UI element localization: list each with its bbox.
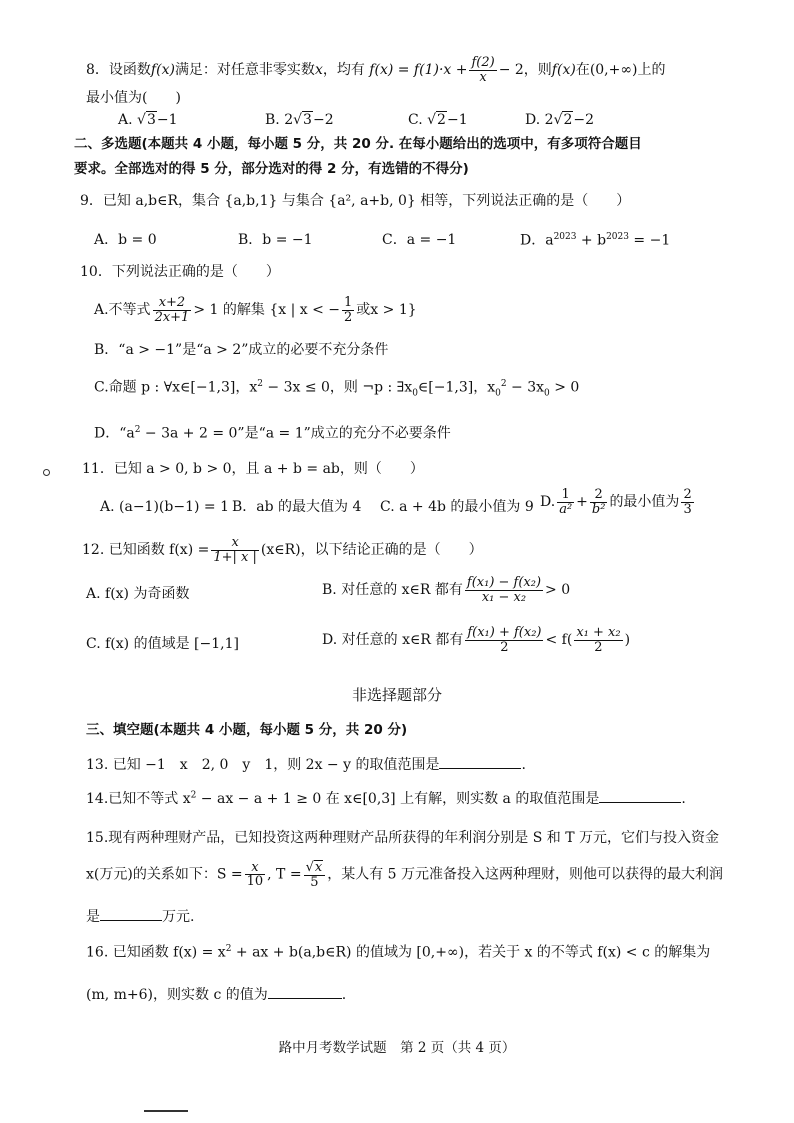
q10-option-b: B．“a > −1”是“a > 2”成立的必要不充分条件 <box>94 342 389 358</box>
scan-mark-circle <box>43 469 50 476</box>
q16-line1: 16. 已知函数 $f(x) = x^2$ + ax + b(a,b∈R) 的值域为 [0,+∞)，若关于 x 的不等式 f(x) < c 的解集为 <box>86 944 711 961</box>
q10-option-d: D．“$a^2 - 3a + 2 = 0$”是“a = 1”成立的充分不必要条件 <box>94 425 451 442</box>
q8-line1: 8．设函数f(x)满足：对任意非零实数x，均有 f(x) = f(1)·x + $\frac{f(2)}{x}$ − 2，则f(x)在(0,+∞)上的 <box>86 55 666 85</box>
q8-option-d: D. 2√2−2 <box>525 112 595 128</box>
q9-stem: 9．已知 a,b∈R，集合 {a,b,1} 与集合 {a², a+b, 0} 相等，下列说法正确的是（ ） <box>80 193 631 209</box>
q16-line2: (m, m+6)，则实数 c 的值为 . <box>86 987 347 1003</box>
q10-option-a: A.不等式 $\frac{x+2}{2x+1}$ > 1 的解集 {x | x < − $\frac{1}{2}$ 或x > 1} <box>94 295 417 325</box>
page-footer: 路中月考数学试题 第 2 页（共 4 页） <box>278 1040 516 1056</box>
q14-answer-blank[interactable] <box>599 790 681 803</box>
q8-line2: 最小值为( ) <box>86 90 181 106</box>
q16-answer-blank[interactable] <box>268 986 342 999</box>
q12-option-b: B. 对任意的 x∈R 都有 $\frac{\text{f(x₁) − f(x₂)}}{\text{x₁ − x₂}}$ > 0 <box>322 575 571 605</box>
q15-answer-blank[interactable] <box>100 908 162 921</box>
q11-option-d: D. $\frac{1}{\text{a²}}$ + $\frac{2}{\text{b²}}$ 的最小值为 $\frac{2}{3}$ <box>540 487 692 517</box>
q12-option-d: D. 对任意的 x∈R 都有 $\frac{\text{f(x₁) + f(x₂)}}{2}$ < f( $\frac{\text{x₁ + x₂}}{2}$ ) <box>322 625 631 655</box>
q8-option-c: C. √2−1 <box>408 112 468 128</box>
q15-line2: x(万元)的关系如下：S = $\frac{x}{10}$ , T = $\frac{√x}{5}$ ，某人有 5 万元准备投入这两种理财，则他可以获得的最大利润 <box>86 859 724 890</box>
scan-mark-line <box>144 1110 188 1112</box>
section2-heading-line1: 二、多选题(本题共 4 小题，每小题 5 分，共 20 分. 在每小题给出的选项中，有多项符合题目 <box>74 136 642 152</box>
part-title: 非选择题部分 <box>351 686 442 704</box>
section3-heading: 三、填空题(本题共 4 小题，每小题 5 分，共 20 分) <box>86 722 408 738</box>
q11-stem: 11．已知 a > 0, b > 0，且 a + b = ab，则（ ） <box>82 461 424 477</box>
q9-option-d: D．$a^{2023} + b^{2023} = -1$ <box>520 232 671 249</box>
q10-option-c: C.命题 p : ∀x∈[−1,3]，$x^2 - 3x \le 0$，则 ¬p : $\exists x_0\in[-1,3]$，$x_0^2 - 3x_0 > 0$ <box>94 379 580 399</box>
q12-option-c: C. f(x) 的值域是 [−1,1] <box>86 636 239 652</box>
q9-option-a: A．b = 0 <box>94 232 157 248</box>
q12-option-a: A. f(x) 为奇函数 <box>86 586 190 602</box>
q11-option-b: B．ab 的最大值为 4 <box>232 499 362 515</box>
q9-option-c: C．a = −1 <box>382 232 457 248</box>
q13: 13. 已知 −1 x 2, 0 y 1，则 2x − y 的取值范围是 . <box>86 757 526 773</box>
q11-option-c: C. a + 4b 的最小值为 9 <box>380 499 534 515</box>
q15-line3: 是 万元. <box>86 909 195 925</box>
q15-line1: 15.现有两种理财产品，已知投资这两种理财产品所获得的年利润分别是 S 和 T 万元，它们与投入资金 <box>86 830 719 846</box>
q8-option-a: A. √3−1 <box>118 112 178 128</box>
section2-heading-line2: 要求。全部选对的得 5 分，部分选对的得 2 分，有选错的不得分) <box>74 161 469 177</box>
q12-stem: 12. 已知函数 f(x) = $\frac{x}{1+| x |}$ (x∈R)，以下结论正确的是（ ） <box>82 535 483 565</box>
q10-stem: 10．下列说法正确的是（ ） <box>80 264 280 280</box>
q14: 14.已知不等式 $x^2$ − ax − a + 1 ≥ 0 在 x∈[0,3] 上有解，则实数 a 的取值范围是 . <box>86 790 686 807</box>
q11-option-a: A. (a−1)(b−1) = 1 <box>100 499 229 515</box>
q13-answer-blank[interactable] <box>439 756 521 769</box>
q9-option-b: B．b = −1 <box>238 232 313 248</box>
q8-option-b: B. 2√3−2 <box>265 112 334 128</box>
